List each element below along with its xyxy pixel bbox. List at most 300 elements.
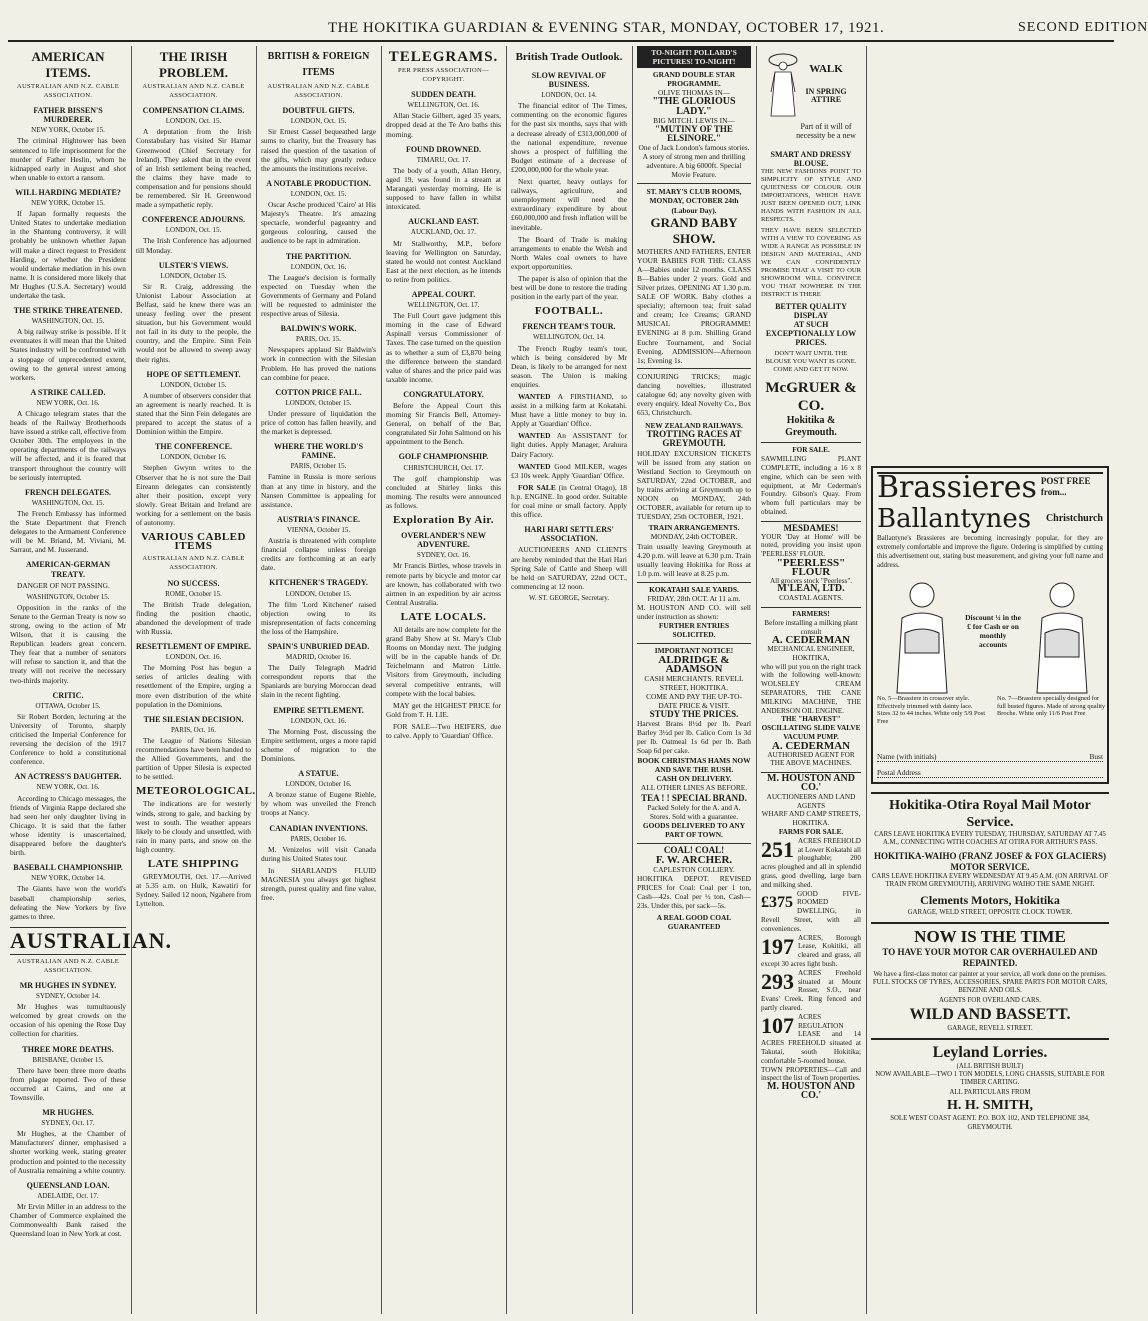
story-headline: COTTON PRICE FALL. — [275, 387, 362, 397]
story-list — [10, 981, 126, 1238]
dateline: WELLINGTON, Oct. 17. — [407, 301, 480, 310]
ad-text: We have a first-class motor car painter at your service, all work done on the premises. — [873, 970, 1107, 978]
dateline: LONDON, Oct. 15. — [290, 189, 347, 198]
farm-acres: 107 — [761, 1012, 794, 1038]
ad-houston: M. HOUSTON AND CO.' — [761, 772, 861, 793]
ad-text: TOWN PROPERTIES—Call and inspect the list of Town properties. — [761, 1065, 861, 1083]
ad-text: Ballantyne's Brassieres are becoming increasingly popular, for they are extremely comfortable and improve the figure. Ordering is simplified by cutting this advertisement out, stating bust measurement, and giving your full name and address. — [877, 534, 1103, 569]
story-headline: FRENCH DELEGATES. — [24, 487, 112, 497]
dateline: LONDON, Oct. 16. — [290, 262, 347, 271]
ad-text: MONDAY, 24th OCTOBER. — [650, 532, 738, 542]
dateline: WELLINGTON, Oct. 16. — [407, 101, 480, 110]
paragraph: DANGER OF NOT PASSING. — [17, 580, 110, 590]
ad-text: THEY HAVE BEEN SELECTED WITH A VIEW TO COVERING AS WIDE A RANGE AS POSSIBLE IN DESIGN AND MATERIAL, AND WE CAN CONFIDENTLY PROMISE THAT A VISIT TO OUR SHOWROOM WILL CONVINCE YOU THAT NOWHERE IN THE DISTRICT IS THERE — [761, 227, 861, 299]
ad-heading: KOKATAHI SALE YARDS. — [637, 582, 751, 594]
dateline: LONDON, October 15. — [285, 398, 352, 407]
ad-cederman: A. CEDERMAN — [771, 634, 851, 647]
ad-mcgruer-loc: Hokitika & Greymouth. — [761, 415, 861, 443]
paragraph: There have been three more deaths from plague reported. Two of these occurred at Cairns, and one at Townsville. — [10, 1065, 126, 1102]
ad-text: HOKITIKA DEPOT. REVISED PRICES for Coal: Coal per 1 ton, Cash—42s. Coal per ½ ton, Cash—23s. Under this, per sack—5s. — [637, 873, 751, 910]
story-headline: EMPIRE SETTLEMENT. — [273, 705, 364, 715]
ad-text: Part of it will of necessity be a new — [796, 122, 856, 140]
column-rule — [381, 46, 382, 1314]
ad-wild: WILD AND BASSETT. — [909, 1005, 1071, 1023]
ad-spring: IN SPRING ATTIRE — [805, 86, 847, 105]
story-headline: BASEBALL CHAMPIONSHIP. — [13, 863, 123, 873]
paragraph: A deputation from the Irish Constabulary has visited Sir Hamar Greenwood (Chief Secretary for Ireland). They asked that in the event of an Irish settlement being reached, the claims they have made to compensation and for pensions should be remembered. Sir H. Greenwood made a sympathetic reply. — [136, 127, 251, 210]
ad-text: M. HOUSTON AND CO. will sell under instruction as shown: — [637, 603, 751, 622]
paragraph: The golf championship was concluded at Shirley links this morning. The results were announced as follows. — [386, 473, 501, 510]
ad-heading: MESDAMES! — [761, 521, 861, 533]
story-headline: AUSTRIA'S FINANCE. — [276, 514, 361, 524]
ad-text: ACRES, Borough Lease, Kokitiki, all cleared and grass, all except 30 acres light bush. — [761, 933, 861, 968]
dateline: LONDON, Oct. 15. — [165, 226, 222, 235]
ad-cederman: A. CEDERMAN — [771, 739, 851, 752]
story-headline: CONFERENCE ADJOURNS. — [141, 215, 246, 225]
story-headline: WILL HARDING MEDIATE? — [15, 187, 121, 197]
paragraph: Oscar Asche produced 'Cairo' at His Majesty's Theatre. It's amazing spectacle, wonderful pageantry and gorgeous colouring, caused the audience to be rapt in admiration. — [261, 200, 376, 246]
ad-text: One of Jack London's famous stories. A story of strong men and thrilling adventure. A big 6000ft. Special Movie Feature. — [638, 142, 750, 180]
ad-text: AUTHORISED AGENT FOR THE ABOVE MACHINES. — [767, 750, 855, 768]
small-ad — [511, 431, 627, 458]
ad-text: Before installing a milking plant consult — [764, 618, 858, 636]
ad-heading: FARMS FOR SALE. — [778, 828, 844, 837]
ad-heading: TROTTING RACES AT GREYMOUTH. — [646, 429, 742, 449]
ad-otira: Hokitika-Otira Royal Mail Motor Service. — [871, 792, 1109, 831]
paragraph: Before the Appeal Court this morning Sir Francis Bell, Attorney-General, on behalf of the Bar, congratulated Sir John Salmond on his appointment to the Bench. — [386, 401, 501, 447]
ad-film-title: "MUTINY OF THE ELSINORE." — [655, 123, 733, 143]
ad-heading: SMART AND DRESSY BLOUSE. — [770, 149, 852, 168]
paragraph: The paper is also of opinion that the best will be done to restore the trading position in the early part of the year. — [511, 273, 627, 302]
ad-text: CARS LEAVE HOKITIKA EVERY TUESDAY, THURSDAY, SATURDAY AT 7.45 A.M., CONNECTING WITH COACHES AT OTIRA FOR ARTHUR'S PASS. — [874, 831, 1106, 847]
story-headline: KITCHENER'S TRAGEDY. — [269, 578, 368, 588]
ad-text: CASH ON DELIVERY. — [656, 773, 732, 783]
ad-text: ACRES FREEHOLD at Lower Kokatahi all ploughable; 200 acres ploughed and all in splendid grass, good dwelling, large barn and milking shed. — [761, 836, 861, 889]
ad-star: OLIVE THOMAS IN— — [657, 88, 731, 98]
ad-text: THE NEW FASHIONS POINT TO SIMPLICITY OF STYLE AND QUIETNESS OF COLOUR. OUR IMPORTATIONS, WHICH HAVE JUST BEEN OPENED OUT, LINK HANDS WITH FASHION IN ALL RESPECTS. — [761, 168, 861, 224]
ad-post-free: POST FREE from... — [1040, 476, 1091, 497]
paragraph: Mr Hughes, at the Chamber of Manufacturers' dinner, emphasised a shorter working week, stating greater production and pointed to the necessity of Australia remaining a white country. — [10, 1129, 126, 1175]
column-ads-2 — [761, 46, 861, 1314]
story-headline: GOLF CHAMPIONSHIP. — [398, 452, 489, 462]
dateline: LONDON, October 15. — [160, 271, 227, 280]
ad-text: who will put you on the right track with the following well-known: WOLSELEY CREAM SEPARATORS, THE CANE MILKING MACHINE, THE ANDERSON OIL ENGINE. — [761, 662, 862, 715]
ad-text: AGENTS FOR OVERLAND CARS. — [939, 996, 1041, 1004]
paragraph: A bronze statue of Eugene Riehle, by whom was unveiled the French troops at Nancy. — [261, 790, 376, 818]
ad-heading: EXCEPTIONALLY LOW PRICES. — [765, 328, 857, 347]
ad-text: MECHANICAL ENGINEER, HOKITIKA, — [767, 645, 855, 662]
small-ad-text: (in Central Otago), 18 h.p. ENGINE. In good order. Suitable for coal mine or small factory. Apply this office. — [511, 482, 627, 520]
story-headline: THE SILESIAN DECISION. — [143, 714, 244, 724]
dateline: LONDON, Oct. 15. — [290, 117, 347, 126]
section-heading: METEOROLOGICAL. — [136, 785, 256, 798]
dateline: LONDON, Oct. 14. — [541, 91, 597, 100]
dateline: PARIS, Oct. 15. — [295, 335, 342, 344]
story-headline: FATHER BISSEN'S MURDERER. — [33, 106, 103, 125]
pictures-bar: TO-NIGHT! POLLARD'S PICTURES! TO-NIGHT! — [637, 46, 751, 68]
farm-acres: 197 — [761, 933, 794, 959]
story-headline: SLOW REVIVAL OF BUSINESS. — [531, 71, 607, 90]
ad-baby-show: GRAND BABY SHOW. — [650, 214, 738, 246]
paragraph: The League's decision is formally expected on Tuesday when the Governments of Germany and Poland will be requested to administer the respective areas of Silesia. — [261, 272, 376, 319]
ad-text: SAWMILLING PLANT COMPLETE, including a 16 x 8 engine, which can be seen with equipment, at Mr Cederman's Foundry. Gibson's Quay. From whom full particulars may be obtained. — [761, 455, 861, 516]
story-headline: SUDDEN DEATH. — [411, 90, 476, 100]
section-heading: LATE LOCALS. — [400, 610, 487, 623]
dateline: CHRISTCHURCH, Oct. 17. — [403, 463, 484, 472]
ad-heading: FARMERS! — [761, 607, 861, 619]
farm-acres: 293 — [761, 968, 794, 994]
ad-now: NOW IS THE TIME — [871, 922, 1109, 947]
ad-heading: TRAIN ARRANGEMENTS. — [648, 523, 740, 533]
ad-mclean: M'LEAN, LTD. — [777, 583, 845, 595]
ad-text: NOW AVAILABLE—TWO 1 TON MODELS, LONG CHASSIS, SUITABLE FOR TIMBER CARTING. — [875, 1070, 1105, 1087]
story-headline: AUCKLAND EAST. — [408, 217, 479, 227]
dateline: PARIS, October 16. — [290, 834, 347, 843]
farm-price: £375 — [761, 893, 793, 911]
ad-text: WHARF AND CAMP STREETS, HOKITIKA. — [761, 810, 861, 828]
ad-text: All grocers stock "Peerless". — [769, 576, 853, 585]
paragraph: The film 'Lord Kitchener' raised objection owing to its misrepresentation of facts concerning the loss of the Hampshire. — [261, 599, 376, 636]
paragraph: Under pressure of liquidation the price of cotton has fallen heavily, and the market is depressed. — [261, 408, 376, 437]
ad-star: BIG MITCH. LEWIS IN— — [653, 115, 735, 125]
agency-line: AUSTRALIAN AND N.Z. CABLE ASSOCIATION. — [16, 83, 120, 100]
dateline: PARIS, October 15. — [290, 462, 347, 471]
ad-houston: M. HOUSTON AND CO.' — [767, 1081, 855, 1101]
dateline: PARIS, Oct. 16. — [170, 725, 217, 734]
paragraph: The League of Nations Silesian recommendations have been handed to the Allied Governments, and the partition of Upper Silesia is expected to be settled. — [136, 735, 251, 782]
dateline: LONDON, October 16. — [160, 453, 227, 462]
ad-no7: No. 7—Brassiere specially designed for full busted figures. Made of strong quality Broche. White only 11/6 Post Free — [997, 695, 1106, 718]
paragraph: A Chicago telegram states that the heads of the Railway Brotherhoods have issued a strike call, effective from October 30th. The employees in the operating departments of the railways will be affected, and it is feared that transport throughout the country will be seriously interrupted. — [10, 409, 126, 482]
paragraph: The indications are for westerly winds, strong to gale, and backing by west to south. The weather appears likely to be cloudy and unsettled, with rain in many parts, and snow on the high country. — [136, 799, 251, 854]
paragraph: A number of observers consider that an agreement is nearly reached. It is stated that the Sinn Fein delegates are prepared to accept the status of a Dominion within the Empire. — [136, 390, 251, 437]
ad-text: ACRES REGULATION LEASE and 14 ACRES FREEHOLD situated at Takutai, south Hokitika; comfortable 5-roomed house. — [761, 1012, 861, 1065]
dateline: SYDNEY, Oct. 17. — [41, 1119, 95, 1128]
form-bust-label: Bust — [1089, 752, 1103, 761]
paragraph: A big railway strike is possible. If it eventuates it will mean that the United States industry will be confronted with a stoppage of unprecedented extent, owing to the general unrest among workers. — [10, 327, 126, 382]
ad-text: FURTHER ENTRIES SOLICITED. — [658, 621, 730, 640]
story-headline: THE PARTITION. — [285, 251, 352, 261]
ad-no5: No. 5—Brassiere in crossover style. Effectively trimmed with dainty lace. Sizes 32 to 44 inches. White only 5/9 Post Free — [877, 695, 985, 725]
ad-text: CONJURING TRICKS; magic dancing novelties, illustrated catalogue 6d; any novelty given with every enquiry. Ideal Novelty Co., Box 653, Christchurch. — [637, 368, 751, 417]
farm-acres: 251 — [761, 836, 794, 862]
signature: W. ST. GEORGE, Secretary. — [528, 593, 610, 602]
paragraph: Allan Stacie Gilbert, aged 35 years, dropped dead at the Te Aro baths this morning. — [386, 111, 501, 139]
paragraph: The Irish Conference has adjourned till Monday. — [136, 236, 251, 255]
dateline: NEW YORK, Oct. 16. — [36, 783, 100, 792]
paragraph: In SHARLAND'S FLUID MAGNESIA you always get highest strength, purest quality and fine value, free. — [261, 865, 376, 903]
dateline: NEW YORK, October 14. — [31, 874, 105, 883]
fashion-illustration — [761, 46, 861, 118]
dateline: ROME, October 15. — [165, 589, 222, 598]
story-headline: NO SUCCESS. — [167, 578, 220, 588]
story-headline: A STATUE. — [298, 769, 339, 779]
ad-heading: TEA ! ! SPECIAL BRAND. — [641, 792, 747, 803]
ad-text: GARAGE, WELD STREET, OPPOSITE CLOCK TOWER. — [907, 908, 1073, 916]
paragraph: Sir Ernest Cassel bequeathed large sums to charity, but the Treasury has raised the question of the taxation of the gifts, which may greatly reduce the amounts the institutions receive. — [261, 127, 376, 173]
paragraph: Sir Robert Borden, lecturing at the University of Toronto, sharply criticised the Imperial Conference for reversing the decision of the 1917 Conference to hold a constitutional conference. — [10, 711, 126, 767]
story-headline: COMPENSATION CLAIMS. — [142, 106, 245, 116]
ad-mcgruer: McGRUER & CO. — [765, 380, 857, 415]
story-headline: THE CONFERENCE. — [155, 442, 232, 452]
paragraph: GREYMOUTH, Oct. 17.—Arrived at 5.35 a.m. on Hulk, Kawatiri for Sydney. Sailed 12 noon, Ngahere from Lyttelton. — [136, 872, 251, 909]
paragraph: Austria is threatened with complete financial collapse unless foreign credits are forthcoming at an early date. — [261, 536, 376, 573]
ad-text: COASTAL AGENTS. — [779, 594, 843, 603]
ad-heading: AT SUCH — [793, 319, 829, 329]
ad-text: MOTHERS AND FATHERS, ENTER YOUR BABIES FOR THE: CLASS A—Babies under 12 months. CLASS B—Babies under 2 years. Gold and Silver prizes. OPENING AT 1.30 p.m. SALE OF WORK. Baby clothes a specialty; afternoon tea; fruit salad and cream; Ice Creams; GRAND MUSICAL PROGRAMME! EVENING at 8 p.m. Shilling Grand Euchre Tournament, and Social Evening. ADMISSION—Afternoon 1s; Evening 1s. — [637, 246, 751, 365]
paragraph: The Giants have won the world's baseball championship series, defeating the New Yorkers by five games to three. — [10, 884, 126, 921]
ad-brassieres: Brassieres — [877, 470, 1037, 505]
paragraph: M. Venizelos will visit Canada during his United States tour. — [261, 844, 376, 863]
small-ad-title: WANTED — [518, 461, 551, 471]
story-headline: FRENCH TEAM'S TOUR. — [522, 322, 616, 332]
ad-peerless: "PEERLESS" FLOUR — [776, 556, 846, 578]
ad-text: ACRES Freehold situated at Mount Rosser, S.O., near Evans' Creek. Ring fenced and partly cleared. — [761, 968, 861, 1012]
agency-line: AUSTRALIAN AND N.Z. CABLE ASSOCIATION. — [142, 83, 245, 100]
story-headline: CANADIAN INVENTIONS. — [269, 823, 368, 833]
small-ad — [511, 462, 627, 480]
ad-text: AUCTIONEERS AND LAND AGENTS — [766, 792, 856, 810]
story-list — [261, 106, 376, 863]
column-rule — [131, 46, 132, 1314]
story-list — [10, 106, 126, 921]
dateline: NEW YORK, October 15. — [31, 199, 105, 208]
column-rule — [632, 46, 633, 1314]
paragraph: The Morning Post has begun a series of articles dealing with resettlement of the Empire, urging a more even distribution of the white population in the Dominions. — [136, 663, 251, 709]
ad-text: YOUR 'Day at Home' will be noted, providing you insist upon 'PEERLESS' FLOUR. — [761, 532, 861, 559]
paragraph-list — [511, 101, 627, 301]
small-ad-title: WANTED — [518, 431, 551, 441]
dateline: WASHINGTON, Oct. 15. — [31, 317, 105, 326]
masthead — [8, 18, 1148, 42]
column-american — [10, 46, 172, 1314]
story-headline: HARI HARI SETTLERS' ASSOCIATION. — [524, 525, 614, 544]
ad-programme: GRAND DOUBLE STAR PROGRAMME. — [652, 70, 736, 89]
dateline: MADRID, October 16. — [286, 653, 351, 662]
dateline: WASHINGTON, October 15. — [26, 592, 110, 601]
paragraph: According to Chicago messages, the friends of Virginia Rappe declared she had seen her only daughter living in Chicago. It is said that the father whose identity is unascertained, disappeared before the daughter's birth. — [10, 793, 126, 858]
ad-text: A REAL GOOD COAL GUARANTEED — [656, 913, 732, 932]
form-postal-label: Postal Address — [877, 768, 1103, 778]
dateline: VIENNA, October 15. — [286, 525, 351, 534]
ad-aldridge: ALDRIDGE & ADAMSON — [658, 653, 730, 675]
ad-text: (ALL BRITISH BUILT) — [956, 1062, 1024, 1070]
dateline: LONDON, Oct. 16. — [165, 653, 222, 662]
story-headline: ULSTER'S VIEWS. — [158, 260, 229, 270]
ad-text: HOLIDAY EXCURSION TICKETS will be issued from any station on Westland Section to Greymouth on SATURDAY, 22nd OCTOBER, and by trains arriving at Greymouth up to NOON on MONDAY, 24th OCTOBER, available for return up to TUESDAY, 25th OCTOBER, 1921. — [637, 448, 751, 522]
paragraph: Opposition in the ranks of the Senate to the German Treaty is now so strong, owing to the action of Mr Wilson, that it is causing the Republican leaders great concern. They fear that a number of senators will refuse to sanction it, and that the treaty will not receive the necessary two-thirds majority. — [10, 602, 126, 685]
column-ads-1 — [637, 46, 751, 1314]
ad-clements: Clements Motors, Hokitika — [920, 892, 1060, 907]
ad-text: Harvest Brans 8½d per lb. Pearl Barley 3½d per lb. Calico Corn 1s 3d per lb. Oatmeal 1s 6d per lb. Bath Soap 6d per cake. — [637, 719, 751, 756]
ad-text: FRIDAY, 28th OCT. At 11 a.m. — [647, 593, 741, 603]
ad-heading: IMPORTANT NOTICE! — [637, 643, 751, 655]
ad-christchurch: Christchurch — [1045, 513, 1103, 524]
edition-label: SECOND EDITION — [1018, 20, 1148, 35]
story-headline: A STRIKE CALLED. — [30, 387, 106, 397]
paragraph: All details are now complete for the grand Baby Show at St. Mary's Club Rooms on Monday next. The judging will be in the capable hands of Dr. Teichelmann and Matron Little. Visitors from Greymouth, including several competitive entrants, will compete with the local babies. — [386, 624, 501, 698]
section-heading: THE IRISH PROBLEM. — [159, 49, 228, 80]
story-headline: HOPE OF SETTLEMENT. — [146, 369, 241, 379]
story-headline: FOUND DROWNED. — [405, 144, 482, 154]
ad-club: ST. MARY'S CLUB ROOMS, MONDAY, OCTOBER 24th (Labour Day). — [637, 183, 751, 214]
ad-heading: NEW ZEALAND RAILWAYS. — [645, 421, 743, 431]
small-ads — [511, 392, 627, 519]
paragraph: MAY get the HIGHEST PRICE for Gold from T. H. LIE. — [386, 700, 501, 719]
story-headline: CRITIC. — [52, 690, 84, 700]
story-headline: THE STRIKE THREATENED. — [13, 306, 123, 316]
section-heading: BRITISH & FOREIGN ITEMS — [267, 51, 370, 78]
agency-line: AUSTRALIAN AND N.Z. CABLE ASSOCIATION. — [267, 83, 370, 100]
ad-smith: H. H. SMITH, — [947, 1097, 1033, 1113]
small-ad-text: A FIRSTHAND, to assist in a milking farm at Kokatahi. Must have a little money to buy in. Apply at 'Guardian' Office. — [511, 392, 627, 429]
agency-line: AUSTRALIAN AND N.Z. CABLE ASSOCIATION. — [16, 957, 120, 974]
paragraph: The body of a youth, Allan Henry, aged 19, was found in a stream at Marangati yesterday morning. He is supposed to have fallen in whilst intoxicated. — [386, 165, 501, 212]
story-headline: AN ACTRESS'S DAUGHTER. — [14, 772, 122, 782]
ad-motor-car: TO HAVE YOUR MOTOR CAR OVERHAULED AND REPAINTED. — [882, 946, 1098, 968]
dateline: WELLINGTON, Oct. 14. — [533, 333, 605, 342]
column-trade — [511, 46, 627, 1314]
ad-text: GOOD FIVE-ROOMED DWELLING, in Revell Street, with all conveniences. — [761, 889, 861, 933]
dateline: BRISBANE, October 15. — [32, 1055, 104, 1064]
story-headline: THREE MORE DEATHS. — [22, 1044, 114, 1054]
ad-text: SOLE WEST COAST AGENT. P.O. BOX 102, AND TELEPHONE 384, GREYMOUTH. — [890, 1114, 1090, 1131]
column-rule — [866, 46, 867, 1314]
story-headline: RESETTLEMENT OF EMPIRE. — [136, 642, 251, 652]
dateline: ADELAIDE, Oct. 17. — [37, 1191, 99, 1200]
story-headline: OVERLANDER'S NEW ADVENTURE. — [401, 531, 486, 550]
ad-text: ALL OTHER LINES AS BEFORE. — [640, 782, 748, 792]
ad-waiho: HOKITIKA-WAIHO (FRANZ JOSEF & FOX GLACIERS) MOTOR SERVICE. — [874, 850, 1106, 872]
dateline: SYDNEY, October 14. — [35, 992, 101, 1001]
paragraph: Mr Francis Birtles, whose travels in remote parts by bicycle and motor car are known, has collaborated with two airmen in an expedition by air across Central Australia. — [386, 561, 501, 607]
column-ads-3 — [871, 46, 1109, 1314]
form-name-label: Name (with initials) — [877, 752, 937, 761]
column-telegrams — [386, 46, 501, 1314]
story-headline: QUEENSLAND LOAN. — [26, 1180, 110, 1190]
ad-discount: Discount ¼ in the £ for Cash or on monthly accounts — [965, 613, 1021, 649]
paragraph: Next quarter, heavy outlays for railways, agriculture, and unemployment will need the extraordinary expenditure by about £60,000,000 and fresh inflation will be inevitable. — [511, 177, 627, 232]
ad-text: CARS LEAVE HOKITIKA EVERY WEDNESDAY AT 9.45 A.M. (ON ARRIVAL OF TRAIN FROM GREYMOUTH), ARRIVING WAIHO THE SAME NIGHT. — [871, 872, 1109, 889]
small-ad-title: FOR SALE — [518, 482, 556, 492]
ad-text: THE "HARVEST" OSCILLATING SLIDE VALVE VACUUM PUMP. — [761, 715, 861, 742]
column-irish — [136, 46, 256, 1314]
dateline: WASHINGTON, Oct. 15. — [31, 498, 105, 507]
paragraph: If Japan formally requests the United States to undertake mediation in the Shantung controversy, it will probably be unknown whether Japan will make a direct request to President Harding, or whether the President would undertake mediation in his own name. It is considered more likely that Mr Hughes (U.S.A. Secretary) would undertake the task. — [10, 209, 126, 300]
section-heading: FOOTBALL. — [534, 305, 604, 318]
story-headline: CONGRATULATORY. — [403, 389, 484, 399]
paragraph: AUCTIONEERS AND CLIENTS are hereby reminded that the Hari Hari Spring Sale of Cattle and Sheep will be held on SATURDAY, 22nd OCT., commencing at 12 noon. — [511, 545, 627, 591]
small-ad-text: Good MILKER, wages £3 10s week. Apply 'Guardian' Office. — [511, 461, 627, 480]
ad-text: GOODS DELIVERED TO ANY PART OF TOWN. — [642, 821, 746, 840]
dateline: SYDNEY, Oct. 16. — [416, 551, 471, 560]
section-heading-australian: AUSTRALIAN. — [10, 927, 172, 953]
ad-ballantynes-name: Ballantynes — [877, 504, 1032, 534]
paragraph: The Full Court gave judgment this morning in the case of Edward Aspinall versus Commissioner of Taxes. The case turned on the question as to whether a sum of £3,870 being the difference between the standard value of shares and the price paid was taxable income. — [386, 311, 501, 384]
paragraph: Mr Stallworthy, M.P., before leaving for Wellington on Saturday, stated he would not contest Auckland East at the next election, as he intends to retire from politics. — [386, 238, 501, 284]
small-ad-title: WANTED — [518, 392, 551, 401]
paragraph: The French Embassy has informed the State Department that French delegates to the Armament Conference will be M. Briand, M. Viviani, M. Sarraut, and M. Jusserand. — [10, 508, 126, 555]
ad-text: FULL STOCKS OF TYRES, ACCESSORIES, SPARE PARTS FOR MOTOR CARS, BENZINE AND OILS. — [872, 979, 1108, 995]
column-rule — [506, 46, 507, 1314]
story-headline: DOUBTFUL GIFTS. — [282, 106, 355, 116]
story-list — [136, 106, 251, 527]
column-rule — [756, 46, 757, 1314]
story-headline: SPAIN'S UNBURIED DEAD. — [267, 641, 370, 651]
section-heading: AMERICAN ITEMS. — [31, 49, 105, 80]
story-list — [386, 531, 501, 607]
paragraph: Mr Ervin Miller in an address to the Chamber of Commerce explained the Commonwealth Bank raised the Queensland loan in New York at cost. — [10, 1201, 126, 1239]
section-heading: LATE SHIPPING — [147, 858, 240, 871]
paragraph: The Daily Telegraph Madrid correspondent reports that the Spaniards are burying Moroccan dead slain in the recent fighting. — [261, 663, 376, 700]
section-heading: British Trade Outlook. — [515, 51, 623, 63]
column-british — [261, 46, 376, 1314]
ad-ballantynes — [871, 466, 1109, 784]
paragraph: The Morning Post, discussing the Empire settlement, urges a more rapid scheme of migration to the Dominions. — [261, 726, 376, 763]
dateline: AUCKLAND, Oct. 17. — [410, 228, 477, 237]
agency-line: PER PRESS ASSOCIATION—COPYRIGHT. — [398, 67, 489, 84]
story-headline: MR HUGHES IN SYDNEY. — [19, 980, 117, 990]
dateline: OTTAWA, October 15. — [35, 701, 101, 710]
paragraph: The financial editor of The Times, commenting on the economic figures for the past six months, says that with a decrease already of £313,000,000 of the national expenditure, revenue shows a prospect of fulfilling the Budget estimate of a decrease of £200,000,000 for the whole year. — [511, 101, 627, 174]
ad-text: Train usually leaving Greymouth at 4.20 p.m. will leave at 6.30 p.m. Train usually leaving Hokitika for Ross at 1.0 p.m. will leave at 8.25 p.m. — [637, 541, 751, 578]
paragraph: The Board of Trade is making arrangements to enable the Welsh and North Wales coal owners to have export opportunities. — [511, 234, 627, 271]
paragraph: The British Trade delegation, finding the position chaotic, abandoned the development of trade with Russia. — [136, 599, 251, 636]
small-ad — [511, 483, 627, 519]
small-ad-text: An ASSISTANT for light duties. Apply Manager, Arahura Dairy Factory. — [511, 431, 627, 459]
ad-heading: FOR SALE. — [792, 446, 830, 455]
story-headline: WHERE THE WORLD'S FAMINE. — [273, 442, 364, 461]
dateline: LONDON, October 15. — [285, 589, 352, 598]
paragraph: Stephen Gwynn writes to the Observer that he is not sure the Dail Eireann delegates can consistently alter their position, except very slowly. Great Britain and Ireland are working for a settlement on the basis of autonomy. — [136, 463, 251, 528]
story-list — [136, 579, 251, 782]
story-list — [386, 90, 501, 510]
agency-line: AUSTRALIAN AND N.Z. CABLE ASSOCIATION. — [142, 555, 245, 572]
ad-text: CAPLESTON COLLIERY. — [653, 864, 735, 874]
dateline: TIMARU, Oct. 17. — [416, 155, 471, 164]
dateline: LONDON, Oct. 15. — [165, 117, 222, 126]
ad-text: CASH MERCHANTS. REVELL STREET, HOKITIKA. — [644, 673, 744, 692]
ad-film-title: "THE GLORIOUS LADY." — [652, 96, 736, 117]
ad-heading: STUDY THE PRICES. — [649, 709, 739, 720]
ad-text: Packed Solely for the A. and A. Stores. Sold with a guarantee. — [647, 803, 741, 822]
story-headline: BALDWIN'S WORK. — [280, 324, 357, 334]
ad-text: ALL PARTICULARS FROM — [949, 1088, 1031, 1096]
section-heading: VARIOUS CABLED ITEMS — [141, 531, 246, 553]
paragraph: Famine in Russia is more serious than at any time in history, and the Nansen Committee is appealing for assistance. — [261, 472, 376, 509]
story-headline: A NOTABLE PRODUCTION. — [266, 178, 371, 188]
ad-leyland: Leyland Lorries. — [871, 1038, 1109, 1062]
section-heading: TELEGRAMS. — [388, 49, 499, 65]
dateline: LONDON, October 15. — [160, 380, 227, 389]
paragraph: FOR SALE—Two HEIFERS, due to calve. Apply to 'Guardian' Office. — [386, 721, 501, 740]
small-ad — [511, 392, 627, 428]
dateline: NEW YORK, October 15. — [31, 126, 105, 135]
section-heading: Exploration By Air. — [392, 514, 495, 527]
ad-text: COME AND PAY THE UP-TO-DATE PRICE & VISIT. — [646, 691, 742, 710]
paragraph: The French Rugby team's tour, which is being considered by Mr Dean, is likely to be arranged for next season. The Union is making enquiries. — [511, 343, 627, 389]
paragraph: Newspapers applaud Sir Baldwin's work in connection with the Silesian Problem. He has proved the nations can combine for peace. — [261, 345, 376, 382]
dateline: LONDON, Oct. 16. — [290, 716, 347, 725]
masthead-title: THE HOKITIKA GUARDIAN & EVENING STAR, MONDAY, OCTOBER 17, 1921. — [328, 20, 885, 36]
ad-text: BOOK CHRISTMAS HAMS NOW AND SAVE THE RUSH. — [637, 755, 751, 774]
paragraph: Sir R. Craig, addressing the Unionist Labour Association at Belfast, said he knew there was an uneasy feeling over the present situation, but his Government would not fail in its duty to the people, the country, and the Empire. Sinn Fein would not be allowed to sweep away their rights. — [136, 281, 251, 364]
ad-text: GARAGE, REVELL STREET. — [947, 1024, 1033, 1032]
story-headline: MR HUGHES. — [42, 1108, 94, 1118]
dateline: NEW YORK, Oct. 16. — [36, 398, 100, 407]
ad-walk: WALK — [809, 62, 843, 75]
story-headline: AMERICAN-GERMAN TREATY. — [26, 560, 110, 579]
